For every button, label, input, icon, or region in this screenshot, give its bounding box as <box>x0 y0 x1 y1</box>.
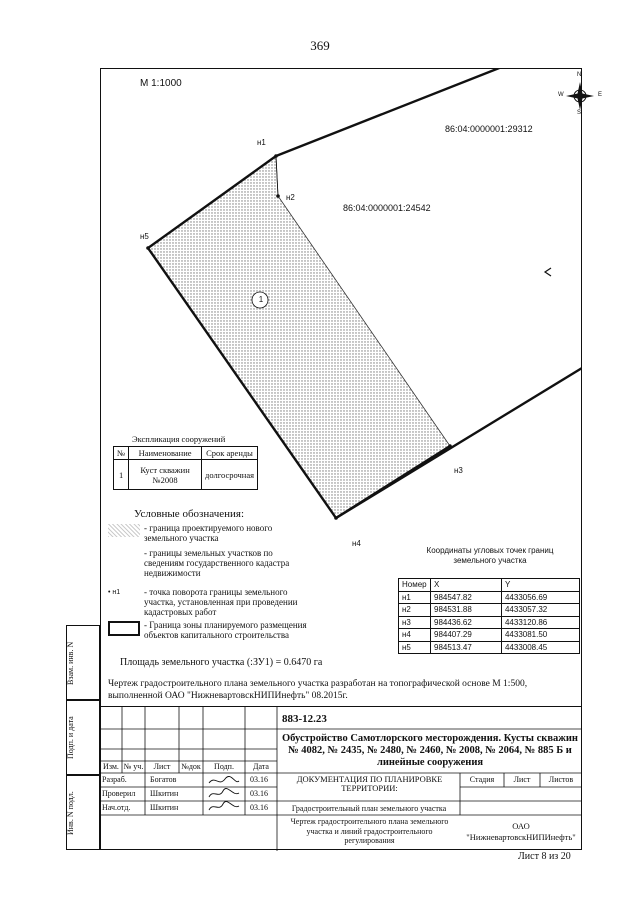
col-podp: Подп. <box>214 762 234 771</box>
expl-header-num: № <box>114 447 129 460</box>
legend-hatch-swatch <box>108 524 140 537</box>
name-checker: Шкитин <box>150 789 179 798</box>
expl-name: Куст скважин №2008 <box>129 460 202 490</box>
project-code: 883-12.23 <box>282 713 327 725</box>
col-ndok: №док <box>181 762 201 771</box>
col-list: Лист <box>153 762 171 771</box>
legend-item-1: - граница проектируемого нового земельного участка <box>144 523 273 543</box>
coords-header-num: Номер <box>399 579 431 592</box>
coords-title: Координаты угловых точек границ земельного участка <box>426 546 554 565</box>
compass-s: S <box>577 110 582 116</box>
sheets-header: Листов <box>548 775 574 784</box>
explication-title: Экспликация сооружений <box>132 434 226 444</box>
name-head: Шкитин <box>150 803 179 812</box>
table-row: н4 984407.29 4433081.50 <box>399 629 580 642</box>
drawing-name: Чертеж градостроительного плана земельного участка и линий градостроительного регулирования <box>290 817 449 845</box>
col-izm: Изм. <box>103 762 119 771</box>
legend-item-2: - границы земельных участков по сведениям государственного кадастра недвижимости <box>144 548 290 578</box>
coords-table <box>398 578 580 654</box>
point-n4 <box>334 516 338 520</box>
legend-zone-swatch <box>108 621 140 636</box>
expl-header-term: Срок аренды <box>202 447 258 460</box>
table-row: н5 984513.47 4433008.45 <box>399 641 580 654</box>
compass-w: W <box>558 92 564 98</box>
point-n3 <box>448 444 452 448</box>
table-row: н2 984531.88 4433057.32 <box>399 604 580 617</box>
coords-header-y: Y <box>501 579 579 592</box>
stage-header: Стадия <box>469 775 495 784</box>
side-label-replace: Взам. инв. N <box>66 641 75 685</box>
date-developer: 03.16 <box>250 775 268 784</box>
point-n1 <box>274 154 278 158</box>
col-date: Дата <box>253 762 269 771</box>
point-n2 <box>276 194 280 198</box>
side-label-inv: Инв. N подл. <box>66 791 75 835</box>
doc-subtitle: Градостроительный план земельного участка <box>291 804 447 813</box>
table-row: н3 984436.62 4433120.86 <box>399 616 580 629</box>
sheet-number: Лист 8 из 20 <box>518 851 571 862</box>
side-label-sign-date: Подп. и дата <box>66 716 75 760</box>
col-nuch: № уч. <box>123 762 144 771</box>
role-head: Нач.отд. <box>102 803 131 812</box>
plot-number: 1 <box>258 295 264 304</box>
scale-label: М 1:1000 <box>140 78 182 89</box>
label-n5: н5 <box>140 232 149 241</box>
compass-n: N <box>577 72 582 78</box>
label-n1: н1 <box>257 138 266 147</box>
topo-note: Чертеж градостроительного плана земельного участка разработан на топографической основе М 1:500, выполненной ОАО "НижневартовскНИПИнефть" 08.2015г. <box>108 679 528 701</box>
title-block <box>100 706 582 851</box>
legend-item-3: - точка поворота границы земельного участка, установленная при проведении кадастровых работ <box>144 587 298 617</box>
label-n2: н2 <box>286 193 295 202</box>
legend-title: Условные обозначения: <box>134 508 245 520</box>
area-text: Площадь земельного участка (:ЗУ1) = 0.6470 га <box>120 657 323 668</box>
name-developer: Богатов <box>150 775 177 784</box>
point-n5 <box>146 246 150 250</box>
label-n4: н4 <box>352 539 361 548</box>
expl-num: 1 <box>114 460 129 490</box>
sheet-header: Лист <box>513 775 531 784</box>
legend-item-4: - Граница зоны планируемого размещения объектов капитального строительства <box>144 620 307 640</box>
table-row: н1 984547.82 4433056.69 <box>399 591 580 604</box>
cadastral-boundary-top <box>276 68 550 156</box>
cadastral-number-a: 86:04:0000001:29312 <box>445 124 533 134</box>
date-head: 03.16 <box>250 803 268 812</box>
expl-term: долгосрочная <box>202 460 258 490</box>
cadastral-number-b: 86:04:0000001:24542 <box>343 203 431 213</box>
doc-title: ДОКУМЕНТАЦИЯ ПО ПЛАНИРОВКЕ ТЕРРИТОРИИ: <box>296 774 443 793</box>
site-plan <box>100 68 582 568</box>
role-checker: Проверил <box>102 789 136 798</box>
side-strip <box>66 625 100 850</box>
signatures <box>207 775 241 813</box>
page-number: 369 <box>310 38 330 53</box>
compass-e: E <box>598 92 603 98</box>
expl-header-name: Наименование <box>129 447 202 460</box>
role-developer: Разраб. <box>102 775 127 784</box>
legend-point-marker: • н1 <box>108 589 121 596</box>
date-checker: 03.16 <box>250 789 268 798</box>
organization: ОАО "НижневартовскНИПИнефть" <box>466 821 576 842</box>
explication-table <box>113 446 258 490</box>
project-title: Обустройство Самотлорского месторождения. Кусты скважин № 4082, № 2435, № 2480, № 2460, № 2008, № 2064, № 885 Б и линейные сооружения <box>282 733 578 768</box>
coords-header-x: X <box>431 579 502 592</box>
label-n3: н3 <box>454 466 463 475</box>
